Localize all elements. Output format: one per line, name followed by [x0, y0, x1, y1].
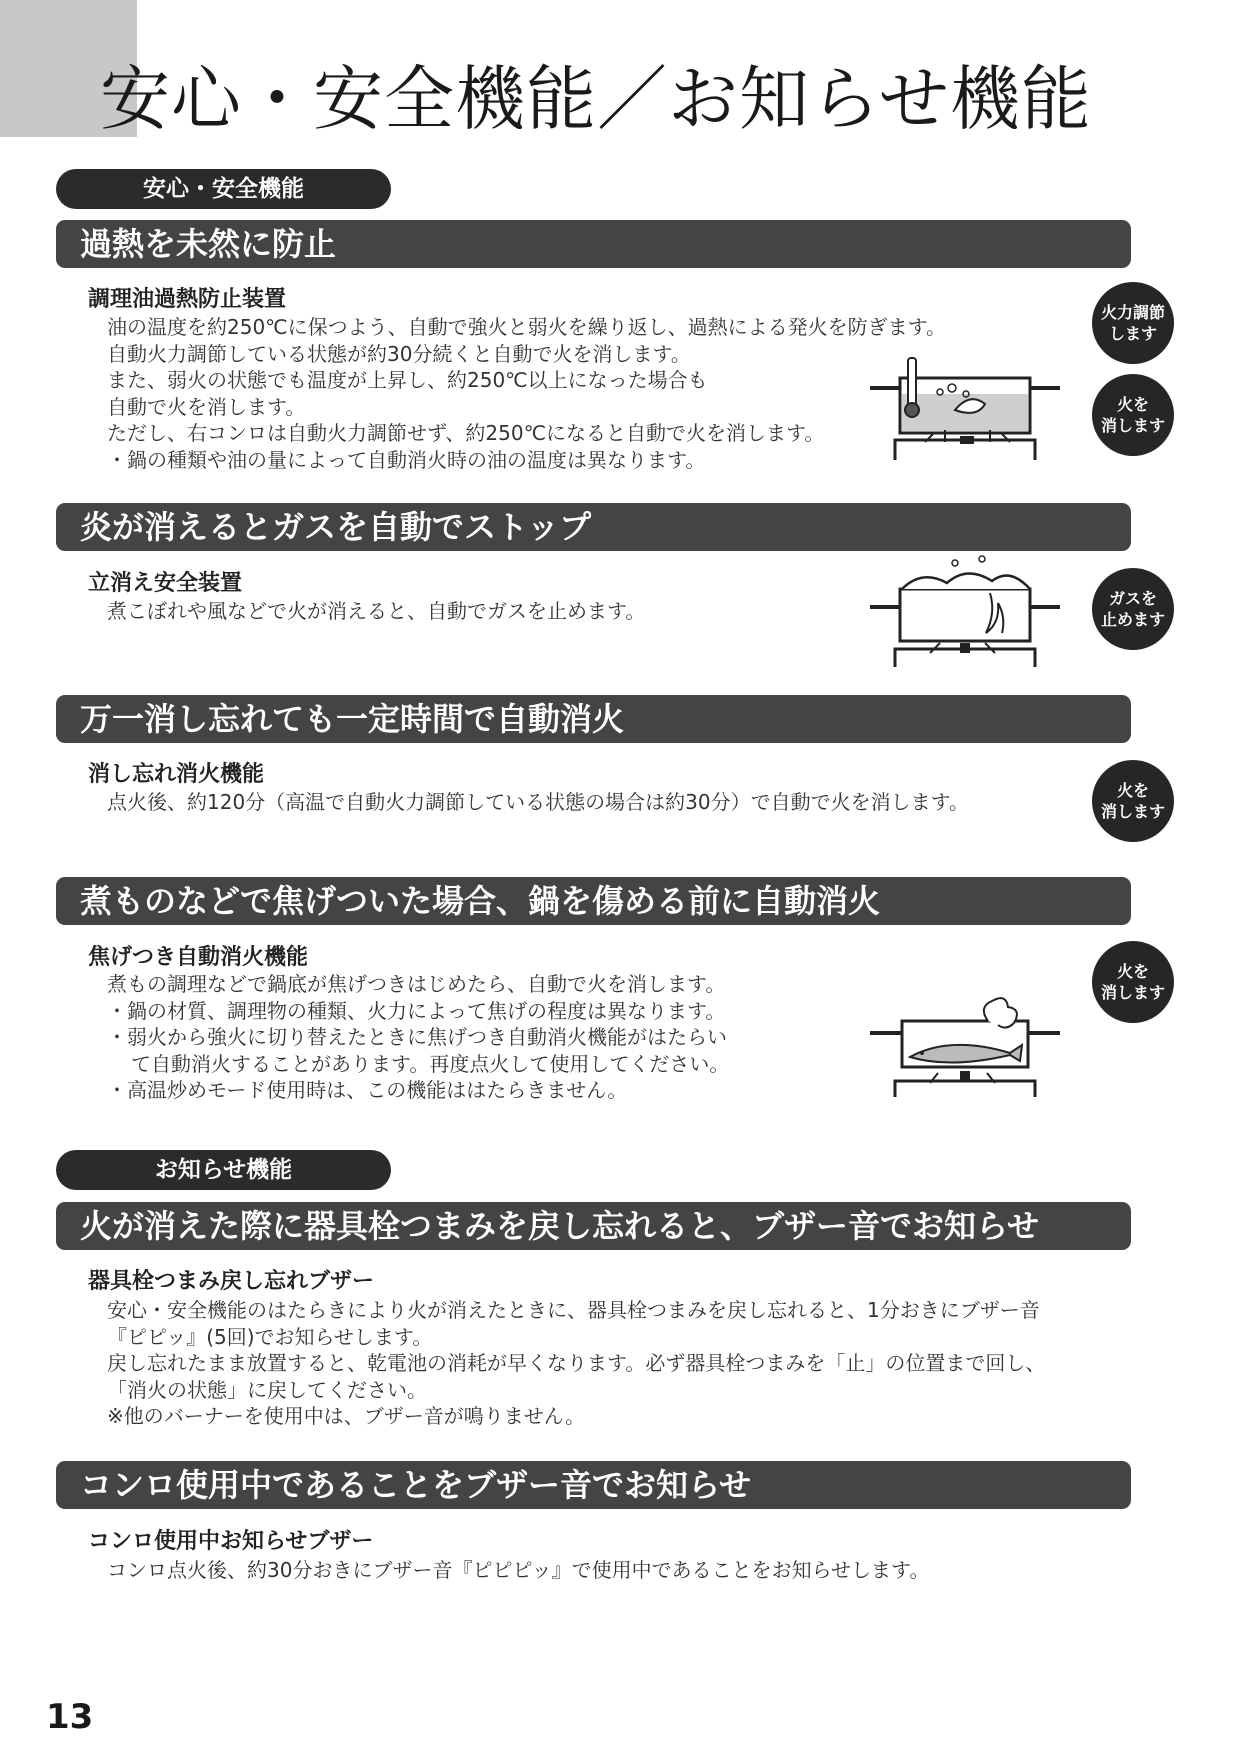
badge-extinguish: [1092, 374, 1174, 456]
heading-bar-timer: 万一消し忘れても一定時間で自動消火: [56, 695, 1131, 743]
badge-extinguish-timer: [1092, 760, 1174, 842]
heading-bar-flameout: 炎が消えるとガスを自動でストップ: [56, 503, 1131, 551]
section-pill-notice: お知らせ機能: [56, 1150, 391, 1190]
heading-bar-knob: 火が消えた際に器具栓つまみを戻し忘れると、ブザー音でお知らせ: [56, 1202, 1131, 1250]
badge-line: 消します: [1100, 983, 1165, 1002]
paragraph-flameout: [107, 598, 645, 625]
subhead-timer: 消し忘れ消火機能: [88, 762, 265, 787]
badge-line: します: [1108, 324, 1157, 343]
page-title: 安心・安全機能／お知らせ機能: [100, 58, 1092, 140]
text-line: 煮もの調理などで鍋底が焦げつきはじめたら、自動で火を消します。: [107, 972, 726, 996]
paragraph-inuse: [107, 1557, 929, 1584]
badge-line: 火を: [1116, 781, 1149, 800]
section-pill-safety: 安心・安全機能: [56, 169, 391, 209]
subhead-knob: 器具栓つまみ戻し忘れブザー: [88, 1269, 375, 1294]
badge-line: 消します: [1100, 802, 1165, 821]
text-line: 自動で火を消します。: [107, 394, 306, 419]
text-line: ・高温炒めモード使用時は、この機能ははたらきません。: [107, 1078, 628, 1102]
text-line: ・鍋の種類や油の量によって自動消火時の油の温度は異なります。: [107, 447, 706, 472]
badge-line: 火力調節: [1100, 303, 1165, 322]
badge-line: 火を: [1116, 395, 1149, 414]
badge-heat-adjust: [1092, 282, 1174, 364]
text-line: 戻し忘れたまま放置すると、乾電池の消耗が早くなります。必ず器具栓つまみを「止」の位置まで回し、: [107, 1351, 1046, 1375]
badge-gas-stop: [1092, 568, 1174, 650]
heading-bar-overheat: 過熱を未然に防止: [56, 220, 1131, 268]
text-line: て自動消火することがあります。再度点火して使用してください。: [131, 1051, 730, 1076]
subhead-flameout: 立消え安全装置: [88, 571, 243, 596]
text-line: 煮こぼれや風などで火が消えると、自動でガスを止めます。: [107, 599, 646, 623]
text-line: また、弱火の状態でも温度が上昇し、約250℃以上になった場合も: [107, 368, 708, 392]
paragraph-overheat: [107, 314, 946, 473]
subhead-overheat: 調理油過熱防止装置: [88, 287, 287, 312]
paragraph-scorch: [107, 971, 729, 1104]
page-number: 13: [46, 1697, 94, 1737]
badge-line: 消します: [1100, 416, 1165, 435]
pot-with-fish-icon: [870, 995, 1060, 1097]
text-line: ただし、右コンロは自動火力調節せず、約250℃になると自動で火を消します。: [107, 421, 825, 445]
heading-bar-inuse: コンロ使用中であることをブザー音でお知らせ: [56, 1461, 1131, 1509]
subhead-scorch: 焦げつき自動消火機能: [88, 945, 309, 970]
text-line: 自動火力調節している状態が約30分続くと自動で火を消します。: [107, 341, 691, 366]
heading-bar-scorch: 煮ものなどで焦げついた場合、鍋を傷める前に自動消火: [56, 877, 1131, 925]
text-line: 「消火の状態」に戻してください。: [107, 1377, 427, 1402]
paragraph-timer: [107, 789, 969, 816]
badge-line: 止めます: [1100, 610, 1165, 629]
badge-line: 火を: [1116, 962, 1149, 981]
text-line: 点火後、約120分（高温で自動火力調節している状態の場合は約30分）で自動で火を消します。: [107, 790, 970, 814]
paragraph-knob: [107, 1297, 1045, 1430]
subhead-inuse: コンロ使用中お知らせブザー: [88, 1529, 374, 1554]
pot-with-thermometer-icon: [870, 350, 1060, 460]
badge-extinguish-scorch: [1092, 941, 1174, 1023]
boiling-over-pot-icon: [870, 555, 1060, 667]
badge-line: ガスを: [1108, 589, 1157, 608]
text-line: コンロ点火後、約30分おきにブザー音『ピピピッ』で使用中であることをお知らせします。: [107, 1558, 930, 1582]
text-line: ※他のバーナーを使用中は、ブザー音が鳴りません。: [107, 1404, 585, 1428]
text-line: 油の温度を約250℃に保つよう、自動で強火と弱火を繰り返し、過熱による発火を防ぎます。: [107, 315, 947, 339]
text-line: 『ピピッ』(5回)でお知らせします。: [107, 1324, 433, 1349]
text-line: 安心・安全機能のはたらきにより火が消えたときに、器具栓つまみを戻し忘れると、1分おきにブザー音: [107, 1298, 1040, 1322]
text-line: ・鍋の材質、調理物の種類、火力によって焦げの程度は異なります。: [107, 998, 726, 1023]
text-line: ・弱火から強火に切り替えたときに焦げつき自動消火機能がはたらい: [107, 1025, 727, 1049]
